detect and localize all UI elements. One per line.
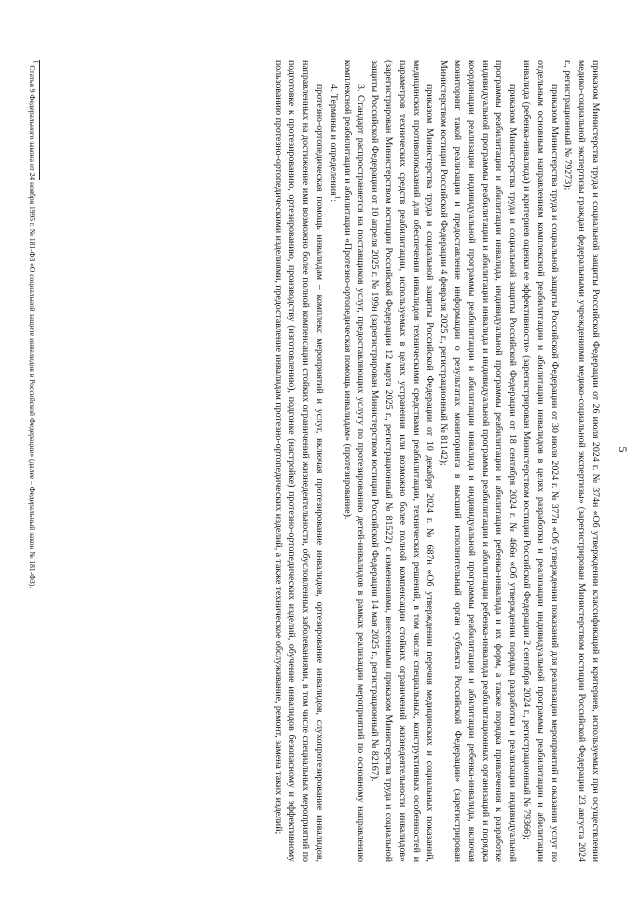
paragraph-order-466n: приказом Министерства труда и социальной защиты Российской Федерации от 18 сентября 2024 г. № 466н «Об утверждении порядка разработки и реализации индивидуальной программы реабилитации и абилитации инвалида, индивидуальной программы реабилитации и абилитации ребенка-инвалида и их форм, а также порядка привлечения к разработке индивидуальной программы реабилитации и абилитации инвалида и индивидуальной программы реабилитации и абилитации ребенка-инвалида реабилитационных организаций и порядка координации реализации индивидуальной программы реабилитации и абилитации инвалида и индивидуальной программы реабилитации и абилитации ребенка-инвалида, включая мониторинг такой реализации и предоставление информации о результатах мониторинга в высший исполнительный орган субъекта Российской Федерации» (зарегистрирован Министерством юстиции Российской Федерации 4 февраля 2025 г., регистрационный № 81142); xyxy=(438,60,519,862)
paragraph-section-4-heading: 4. Термины и определения$^1$: xyxy=(327,84,342,202)
section-4-title: 4. Термины и определения xyxy=(327,84,339,196)
paragraph-order-374n: приказом Министерства труда и социальной защиты Российской Федерации от 26 июля 2024 г. № 374н «Об утверждении классификаций и критериев, используемых при осуществлении медико-социальной экспертизы граждан федеральными учреждениями медико-социальной экспертизы» (зарегистрирован Министерством юстиции Российской Федерации 23 августа 2024 г., регистрационный № 79273); xyxy=(562,60,601,862)
footnote xyxy=(28,60,40,862)
footnote-reference: 1 xyxy=(333,195,342,200)
paragraph-section-3: 3. Стандарт распространяется на поставщиков услуг, предоставляющих услугу по протезированию детей-инвалидов в рамках реализации мероприятий по основному направлению комплексной реабилитации и абилитации «Протезно-ортопедическая помощь инвалидам» (протезирование). xyxy=(341,60,367,862)
footnote-divider xyxy=(39,60,40,180)
paragraph-definition: протезно-ортопедическая помощь инвалидам – комплекс мероприятий и услуг, включая протезирование инвалидов, ортезирование инвалидов, слухопротезирование инвалидов, направленных на достижение ими возможно более полной компенсации стойких ограничений жизнедеятельности, обусловленных заболеваниями, в том числе специальных мероприятий по подготовке к протезированию, ортезированию, производству (изготовлению), подгонке (настройке) протезно-ортопедических изделий, обучение инвалидов безопасному и эффективному пользованию протезно-ортопедическими изделиями, предоставление инвалидам протезно-ортопедических изделий, а также техническое обслуживание, ремонт, замена таких изделий; xyxy=(272,60,326,862)
paragraph-order-377n: приказом Министерства труда и социальной защиты Российской Федерации от 30 июля 2024 г. № 377н «Об утверждении показаний для реализации мероприятий и оказания услуг по отдельным основным направлениям комплексной реабилитации и абилитации инвалидов в целях разработки и реализации индивидуальной программы реабилитации и абилитации инвалида (ребенка-инвалида) и критериев оценки ее эффективности» (зарегистрирован Министерством юстиции Российской Федерации 2 сентября 2024 г., регистрационный № 79366); xyxy=(521,60,560,862)
paragraph-order-687n: приказом Министерства труда и социальной защиты Российской Федерации от 10 декабря 2024 г. № 687н «Об утверждении перечня медицинских и социальных показаний, медицинских противопоказаний для обеспечения инвалидов техническими средствами реабилитации, технических решений, в том числе специальных, конструктивных особенностей и параметров технических средств реабилитации, используемых в целях устранения или возможно более полной компенсации стойких ограничений жизнедеятельности инвалидов» (зарегистрирован Министерством юстиции Российской Федерации 12 марта 2025 г., регистрационный № 81522) с изменениями, внесенными приказом Министерства труда и социальной защиты Российской Федерации от 10 апреля 2025 г. № 199н (зарегистрирован Министерством юстиции Российской Федерации 14 мая 2025 г., регистрационный № 82167). xyxy=(369,60,436,862)
footnote-text: Статья 9 Федерального закона от 24 ноября 1995 г. № 181-ФЗ «О социальной защите инвалидов в Российской Федерации» (далее – Федеральный закон № 181-ФЗ). xyxy=(28,65,37,589)
page-number: 5 xyxy=(616,446,630,453)
footnote-marker: 1 xyxy=(31,60,40,64)
document-body xyxy=(271,60,602,862)
